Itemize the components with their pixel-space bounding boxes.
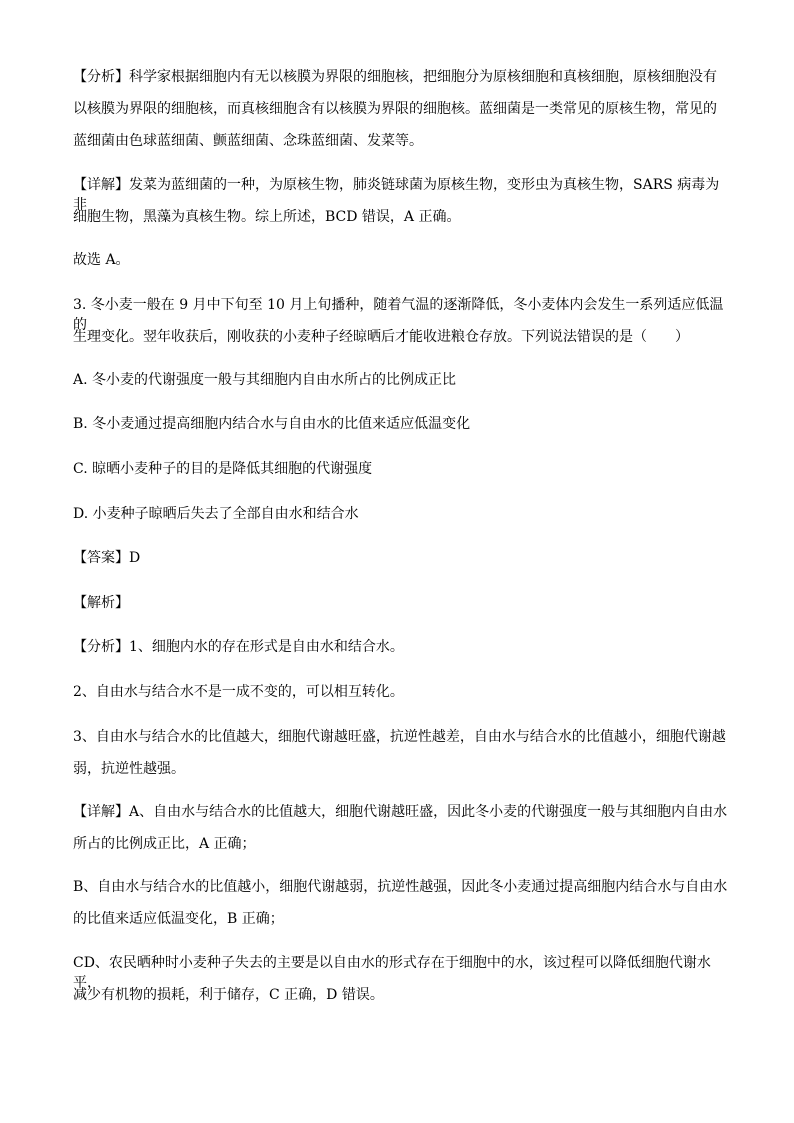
text-line: 细胞生物，黑藻为真核生物。综上所述，BCD 错误，A 正确。 xyxy=(73,209,461,225)
text-line: 生理变化。翌年收获后，刚收获的小麦种子经晾晒后才能收进粮仓存放。下列说法错误的是（ ） xyxy=(73,329,689,345)
text-line: 3. 冬小麦一般在 9 月中下旬至 10 月上旬播种，随着气温的逐渐降低，冬小麦体内会发生一系列适应低温的 xyxy=(73,297,724,333)
analysis-heading: 【解析】 xyxy=(73,595,129,611)
detail-point-cd xyxy=(73,953,729,1005)
text-line: 3、自由水与结合水的比值越大，细胞代谢越旺盛，抗逆性越差，自由水与结合水的比值越小，细胞代谢越 xyxy=(73,729,726,745)
text-line: 弱，抗逆性越强。 xyxy=(73,761,185,777)
question-3-stem xyxy=(73,295,729,347)
text-line: 以核膜为界限的细胞核，而真核细胞含有以核膜为界限的细胞核。蓝细菌是一类常见的原核生物，常见的 xyxy=(73,101,717,117)
text-line: 【详解】A、自由水与结合水的比值越大，细胞代谢越旺盛，因此冬小麦的代谢强度一般与其细胞内自由水 xyxy=(73,804,728,820)
option-a: A. 冬小麦的代谢强度一般与其细胞内自由水所占的比例成正比 xyxy=(73,372,457,388)
text-line: 的比值来适应低温变化，B 正确； xyxy=(73,911,284,927)
detail-paragraph-1 xyxy=(73,175,729,227)
text-line: B、自由水与结合水的比值越小，细胞代谢越弱，抗逆性越强，因此冬小麦通过提高细胞内结合水与自由水 xyxy=(73,879,728,895)
detail-point-a xyxy=(73,802,729,854)
analysis-point-1: 【分析】1、细胞内水的存在形式是自由水和结合水。 xyxy=(73,639,404,655)
conclusion-line: 故选 A。 xyxy=(73,252,130,268)
text-line: CD、农民晒种时小麦种子失去的主要是以自由水的形式存在于细胞中的水，该过程可以降低细胞代谢水平， xyxy=(73,955,711,991)
text-line: 【详解】发菜为蓝细菌的一种，为原核生物，肺炎链球菌为原核生物，变形虫为真核生物，SARS 病毒为非 xyxy=(73,177,720,213)
analysis-point-2: 2、自由水与结合水不是一成不变的，可以相互转化。 xyxy=(73,684,404,700)
option-c: C. 晾晒小麦种子的目的是降低其细胞的代谢强度 xyxy=(73,461,373,477)
text-line: 【分析】科学家根据细胞内有无以核膜为界限的细胞核，把细胞分为原核细胞和真核细胞，原核细胞没有 xyxy=(73,69,717,85)
analysis-paragraph-1 xyxy=(73,67,729,151)
option-b: B. 冬小麦通过提高细胞内结合水与自由水的比值来适应低温变化 xyxy=(73,416,471,432)
option-d: D. 小麦种子晾晒后失去了全部自由水和结合水 xyxy=(73,506,359,522)
text-line: 减少有机物的损耗，利于储存，C 正确，D 错误。 xyxy=(73,987,384,1003)
text-line: 蓝细菌由色球蓝细菌、颤蓝细菌、念珠蓝细菌、发菜等。 xyxy=(73,133,423,149)
detail-point-b xyxy=(73,877,729,929)
answer-line: 【答案】D xyxy=(73,550,141,566)
text-line: 所占的比例成正比，A 正确； xyxy=(73,836,256,852)
analysis-point-3 xyxy=(73,727,729,779)
